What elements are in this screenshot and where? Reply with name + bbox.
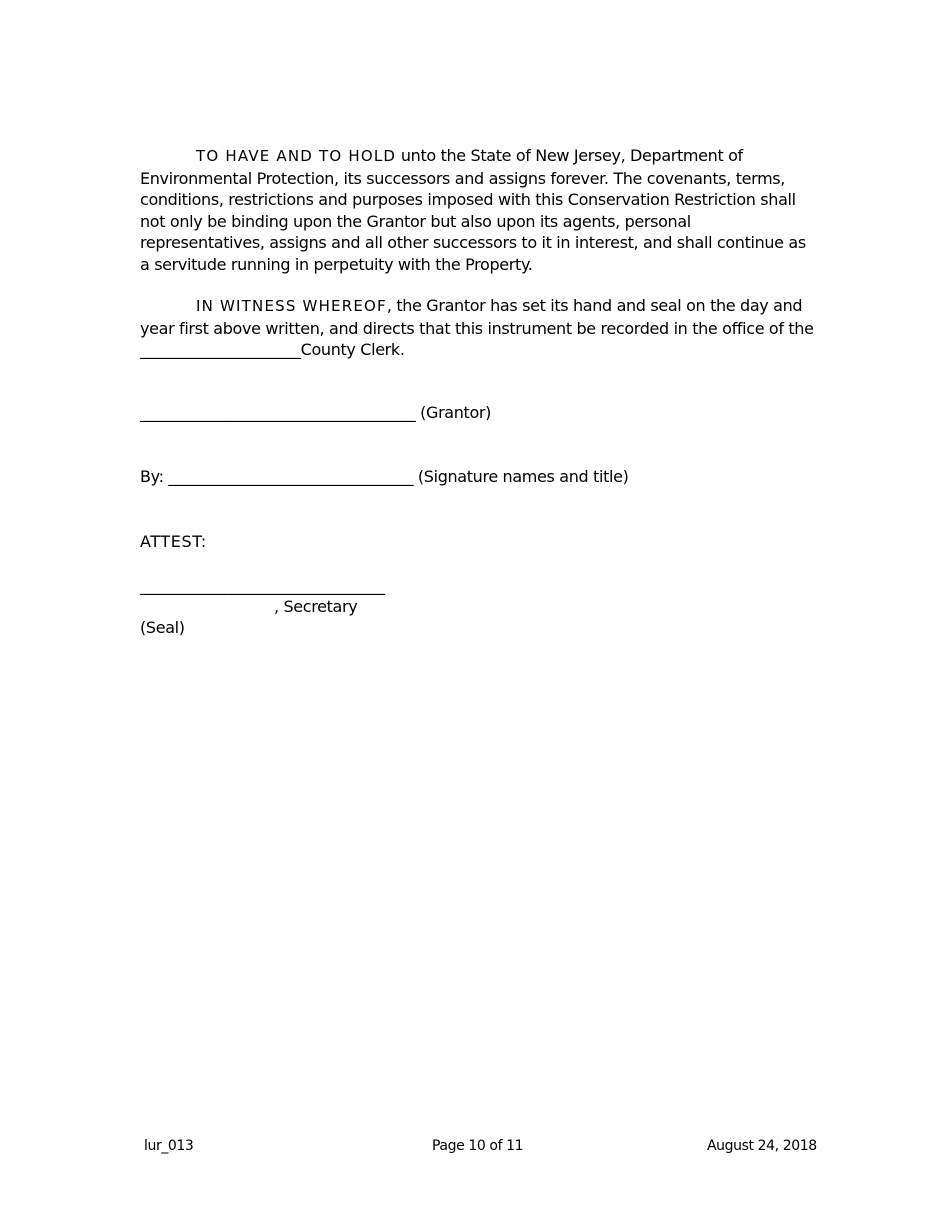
witness-paragraph (140, 295, 820, 361)
signatory-line: By: ________________________________ (Signature names and title) (140, 467, 629, 486)
witness-text: , the Grantor has set its hand and seal on the day and year first above written, and directs that this instrument be recorded in the office of the _____________________County Clerk. (140, 296, 814, 359)
attest-label: ATTEST: (140, 532, 207, 551)
secretary-label: , Secretary (274, 597, 358, 616)
grantor-signature-line: ____________________________________ (Grantor) (140, 403, 492, 422)
habendum-heading: TO HAVE AND TO HOLD (196, 147, 397, 165)
habendum-text: unto the State of New Jersey, Department of Environmental Protection, its successors and assigns forever. The covenants, terms, conditions, restrictions and purposes imposed with this Conservation Restriction shall not only be binding upon the Grantor but also upon its agents, personal representatives, assigns and all other successors to it in interest, and shall continue as a servitude running in perpetuity with the Property. (140, 146, 806, 274)
footer-date: August 24, 2018 (707, 1138, 817, 1154)
attest-signature-line: ________________________________ (140, 576, 385, 595)
witness-heading: IN WITNESS WHEREOF (196, 297, 387, 315)
habendum-paragraph (140, 145, 820, 275)
footer-page-number: Page 10 of 11 (432, 1138, 524, 1154)
seal-label: (Seal) (140, 618, 185, 637)
footer-doc-id: lur_013 (144, 1138, 194, 1154)
